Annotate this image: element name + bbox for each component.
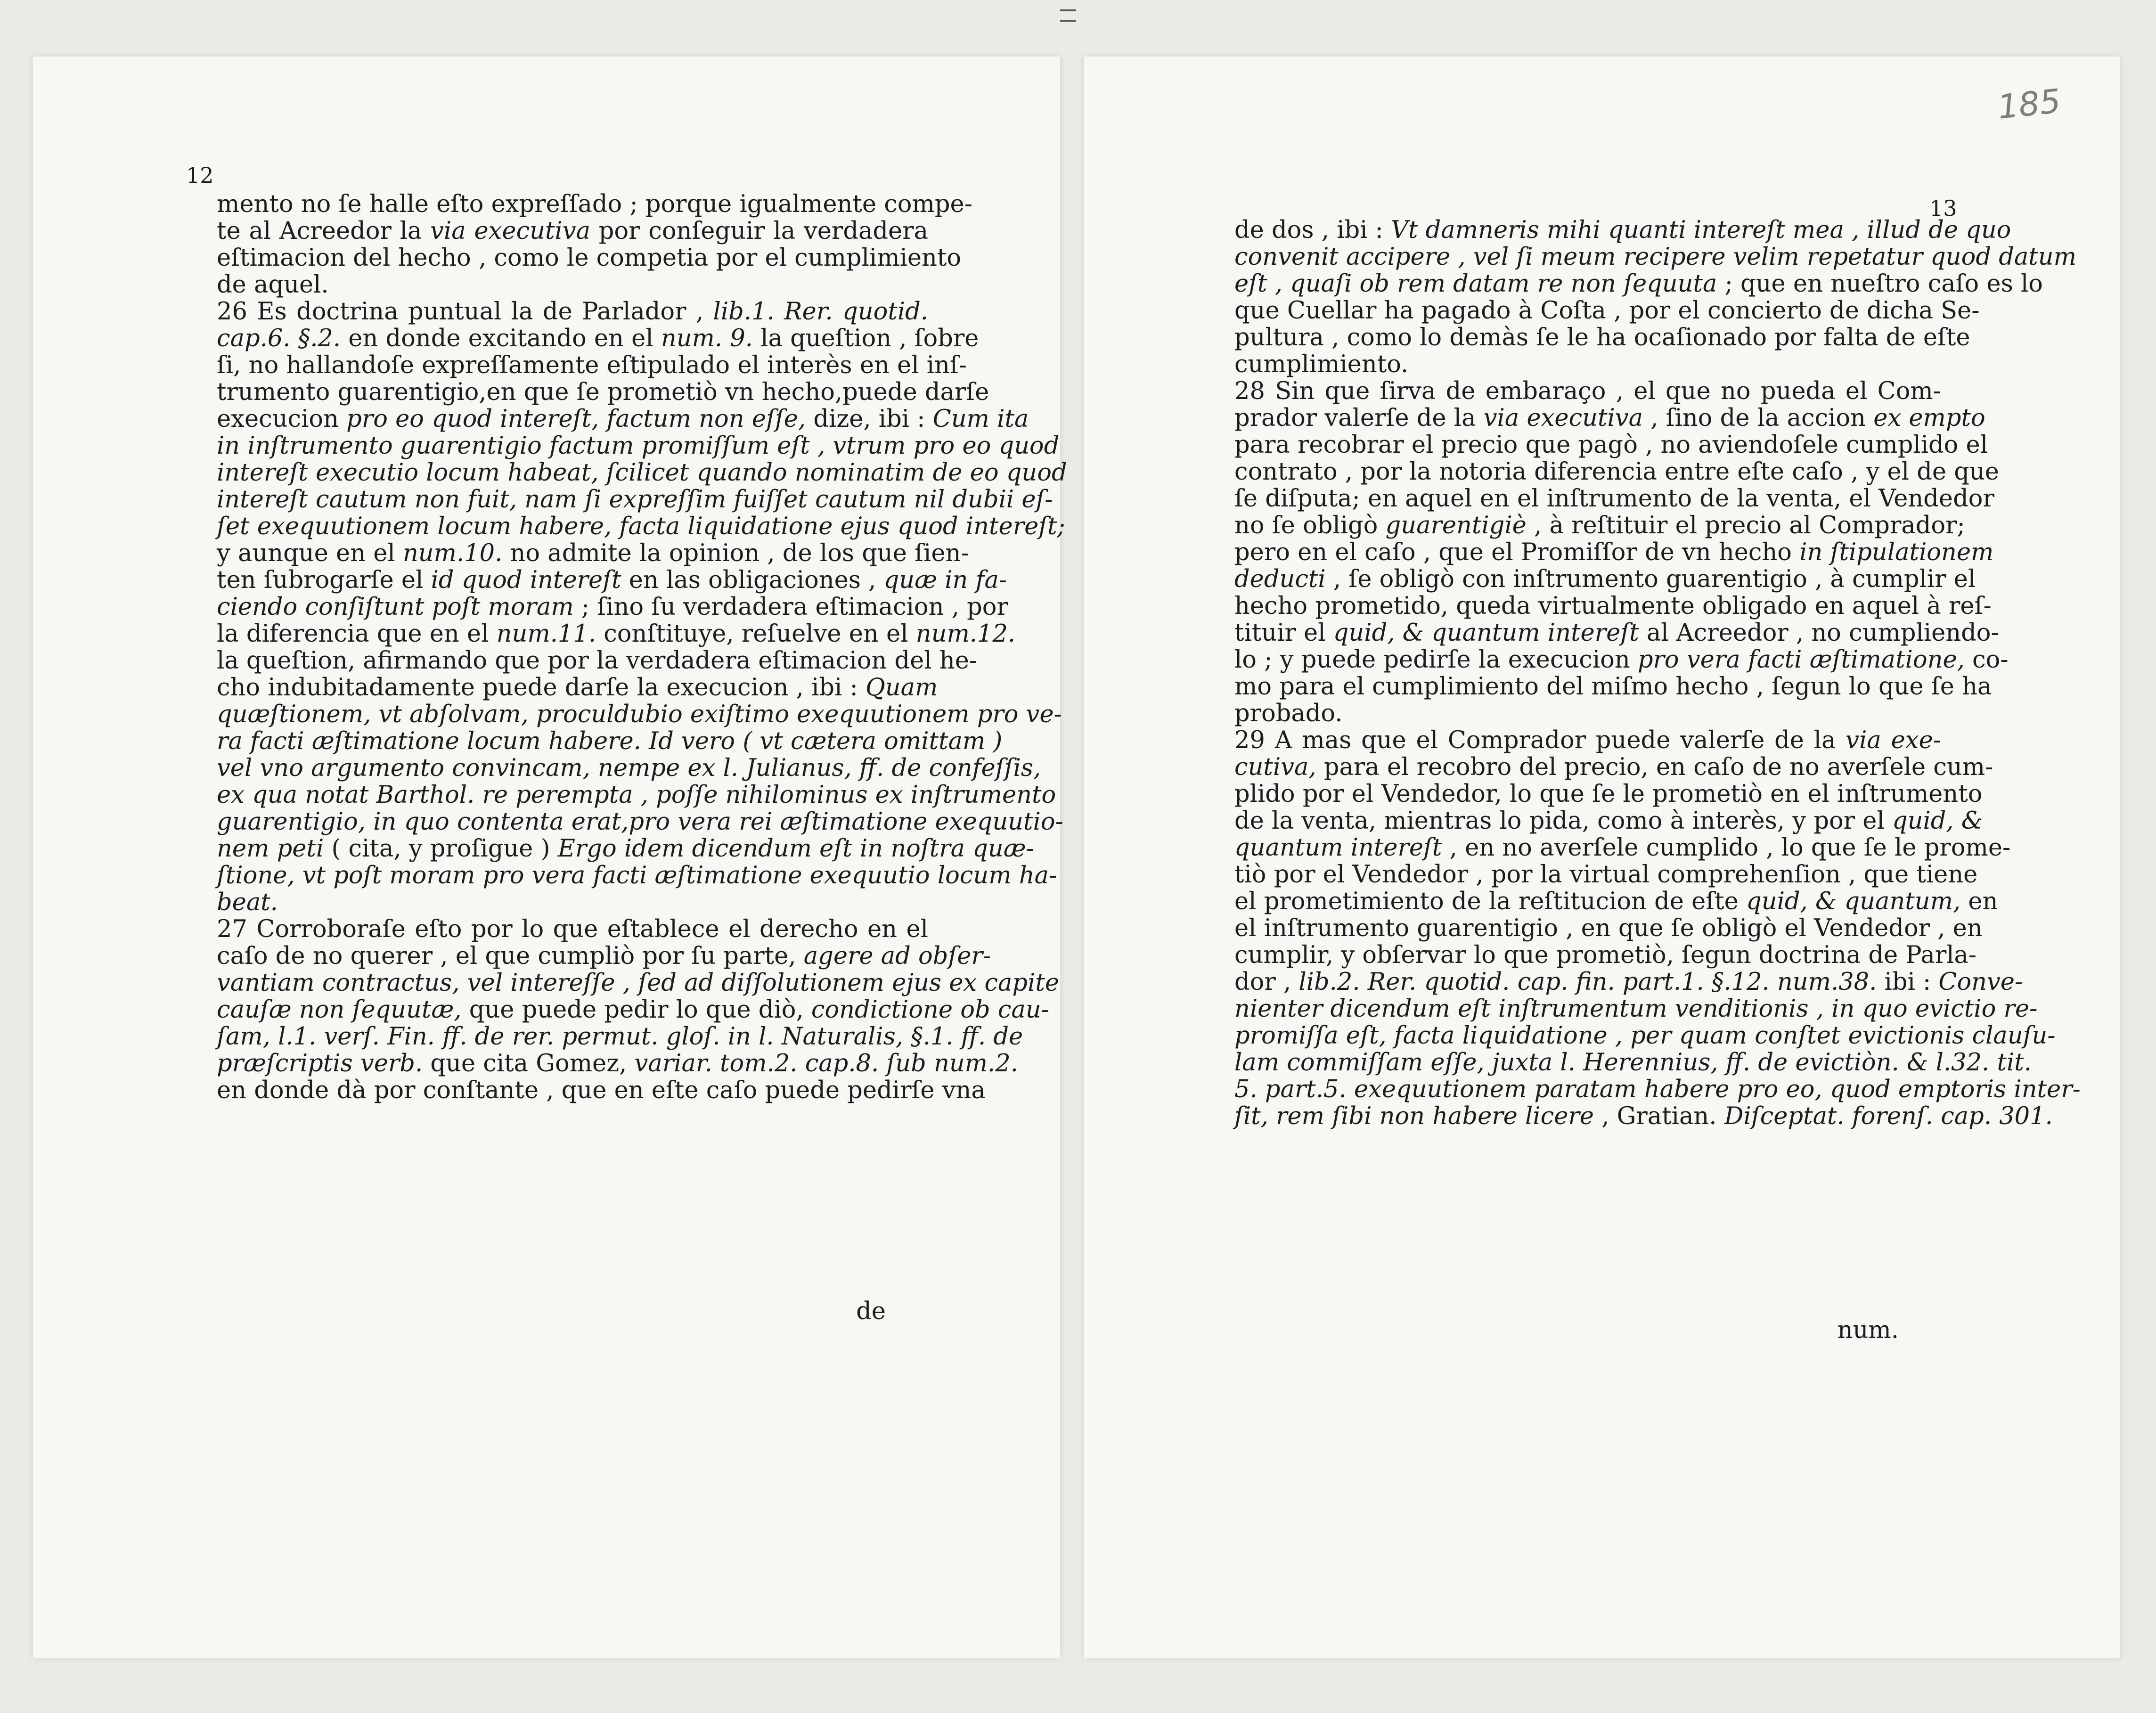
latin-italic-segment: beat. <box>217 889 278 916</box>
text-line <box>1234 216 2011 244</box>
latin-italic-segment: cutiva, <box>1234 753 1316 781</box>
text-segment: la queſtion, afirmando que por la verdadera eſtimacion del he- <box>217 647 978 675</box>
text-segment: que puede pedir lo que diò, <box>461 996 811 1024</box>
text-line <box>1234 1022 2056 1050</box>
text-segment: dize, ibi : <box>806 405 933 433</box>
text-segment: cho indubitadamente puede darſe la execucion , ibi : <box>217 674 866 702</box>
text-segment: , ſino de la accion <box>1643 404 1874 432</box>
text-segment: 26 Es doctrina puntual la de Parlador , <box>217 298 713 326</box>
text-line <box>1234 565 1976 593</box>
text-line <box>217 325 979 352</box>
latin-italic-segment: ex empto <box>1873 404 1985 432</box>
text-segment: , en no averſele cumplido , lo que ſe le prome- <box>1442 834 2011 862</box>
text-line <box>1234 646 2009 674</box>
handwritten-folio-number: 185 <box>1996 82 2063 127</box>
text-segment: co- <box>1964 646 2009 674</box>
text-line <box>217 1023 1023 1051</box>
text-line <box>1234 297 1980 325</box>
latin-italic-segment: deducti <box>1234 565 1326 593</box>
text-line <box>1234 512 1965 539</box>
text-segment: de dos , ibi : <box>1234 216 1391 244</box>
latin-italic-segment: nienter dicendum eſt inſtrumentum venditionis , in quo evictio re- <box>1234 995 2038 1023</box>
latin-italic-segment: Quam <box>865 674 938 702</box>
text-line <box>1234 324 1970 351</box>
text-line <box>217 808 1063 836</box>
text-line <box>217 996 1049 1024</box>
text-segment: no admite la opinion , de los que ſien- <box>502 539 969 567</box>
latin-italic-segment: intereſt executio locum habeat, ſcilicet quando nominatim de eo quod <box>217 459 1067 487</box>
latin-italic-segment: guarentigio, in quo contenta erat,pro vera rei æſtimatione exequutio- <box>217 808 1063 836</box>
text-segment: cumplimiento. <box>1234 351 1409 378</box>
text-segment: caſo de no querer , el que cumpliò por ſu parte, <box>217 942 804 970</box>
right-page-text <box>1234 216 2081 1130</box>
text-segment: mo para el cumplimiento del miſmo hecho , ſegun lo que ſe ha <box>1234 673 1992 701</box>
text-segment: en donde dà por conſtante , que en eſte caſo puede pedirſe vna <box>217 1077 986 1104</box>
text-segment: ſi, no hallandoſe expreſſamente eſtipulado el interès en el inſ- <box>217 351 967 379</box>
text-line <box>217 754 1041 782</box>
text-segment: ( cita, y proſigue ) <box>324 835 558 863</box>
text-segment: no ſe obligò <box>1234 512 1386 539</box>
text-segment: en las obligaciones , <box>621 566 884 594</box>
text-segment: por conſeguir la verdadera <box>590 217 928 245</box>
latin-italic-segment: ſam, l.1. verſ. Fin. ff. de rer. permut. gloſ. in l. Naturalis, §.1. ff. de <box>217 1023 1023 1051</box>
text-line <box>1234 673 1992 701</box>
text-line <box>1234 807 1983 835</box>
text-line <box>1234 1049 2032 1077</box>
text-segment: ibi : <box>1877 968 1939 996</box>
latin-italic-segment: ſit, rem ſibi non habere licere <box>1234 1102 1594 1130</box>
text-line <box>1234 861 1978 889</box>
latin-italic-segment: quid, & <box>1892 807 1983 835</box>
text-line <box>217 1077 986 1104</box>
text-segment: conſtituye, reſuelve en el <box>596 620 916 648</box>
text-line <box>1234 914 1983 942</box>
right-page-number: 13 <box>1929 196 1957 221</box>
latin-italic-segment: quantum intereſt <box>1234 834 1442 862</box>
latin-italic-segment: Cum ita <box>932 405 1029 433</box>
latin-italic-segment: quæſtionem, vt abſolvam, proculdubio exiſtimo exequutionem pro ve- <box>217 701 1062 728</box>
text-segment: trumento guarentigio,en que ſe prometiò vn hecho,puede darſe <box>217 378 989 406</box>
catchword: de <box>856 1297 886 1325</box>
latin-italic-segment: guarentigiè <box>1385 512 1527 539</box>
text-segment: 29 A mas que el Comprador puede valerſe de la <box>1234 726 1846 754</box>
text-line <box>217 432 1060 460</box>
text-line <box>1234 404 1985 432</box>
latin-italic-segment: num.11. <box>496 620 596 648</box>
latin-italic-segment: cauſæ non ſequutæ, <box>217 996 462 1024</box>
latin-italic-segment: in inſtrumento guarentigio factum promiſſum eſt , vtrum pro eo quod <box>217 432 1060 460</box>
text-segment: plido por el Vendedor, lo que ſe le prometiò en el inſtrumento <box>1234 780 1983 808</box>
text-line <box>217 351 967 379</box>
text-line <box>217 405 1029 433</box>
latin-italic-segment: cap.6. §.2. <box>217 325 341 352</box>
text-line <box>1234 780 1983 808</box>
text-line <box>1234 1076 2081 1103</box>
text-line <box>1234 1102 2053 1130</box>
latin-italic-segment: nem peti <box>217 835 324 863</box>
latin-italic-segment: ciendo conſiſtunt poſt moram <box>217 593 574 621</box>
text-segment: hecho prometido, queda virtualmente obligado en aquel à reſ- <box>1234 592 1992 620</box>
text-line <box>217 244 962 272</box>
text-segment: y aunque en el <box>217 539 403 567</box>
text-line <box>1234 458 1999 486</box>
latin-italic-segment: quid, & quantum intereſt <box>1333 619 1639 647</box>
latin-italic-segment: pro vera facti æſtimatione, <box>1637 646 1965 674</box>
text-segment: de la venta, mientras lo pida, como à interès, y por el <box>1234 807 1892 835</box>
text-line <box>217 862 1057 889</box>
latin-italic-segment: lib.2. Rer. quotid. cap. fin. part.1. §.12. num.38. <box>1298 968 1877 996</box>
text-line <box>1234 619 1999 647</box>
text-line <box>1234 727 1941 754</box>
latin-italic-segment: Ergo idem dicendum eſt in noſtra quæ- <box>557 835 1034 863</box>
text-line <box>217 835 1034 863</box>
text-segment: ; que en nueſtro caſo es lo <box>1717 270 2043 298</box>
text-segment: de aquel. <box>217 271 329 299</box>
latin-italic-segment: num.10. <box>402 539 503 567</box>
text-line <box>217 593 1008 621</box>
text-segment: ; ſino ſu verdadera eſtimacion , por <box>573 593 1008 621</box>
text-segment: para el recobro del precio, en caſo de no averſele cum- <box>1316 753 1993 781</box>
catchword: num. <box>1837 1316 1899 1344</box>
latin-italic-segment: quid, & quantum, <box>1746 888 1961 915</box>
text-line <box>217 459 1067 487</box>
latin-italic-segment: eſt , quaſi ob rem datam re non ſequuta <box>1234 270 1717 298</box>
text-segment: cumplir, y obſervar lo que prometiò, ſegun doctrina de Parla- <box>1234 941 1977 969</box>
text-line <box>1234 431 1988 459</box>
text-segment: , Gratian. <box>1593 1102 1724 1130</box>
latin-italic-segment: pro eo quod intereſt, factum non eſſe, <box>346 405 806 433</box>
text-line <box>217 271 928 298</box>
text-line <box>217 701 1062 728</box>
text-segment: tiò por el Vendedor , por la virtual comprehenſion , que tiene <box>1234 861 1978 889</box>
text-line <box>1234 592 1992 620</box>
latin-italic-segment: Conve- <box>1938 968 2023 996</box>
latin-italic-segment: ſet exequutionem locum habere, facta liquidatione ejus quod intereſt; <box>217 513 1065 540</box>
latin-italic-segment: variar. tom.2. cap.8. ſub num.2. <box>634 1050 1018 1077</box>
text-line <box>217 486 1053 514</box>
text-segment: la queſtion , ſobre <box>752 325 979 352</box>
text-segment: eſtimacion del hecho , como le competia por el cumplimiento <box>217 244 962 272</box>
text-segment: , ſe obligò con inſtrumento guarentigio , à cumplir el <box>1325 565 1976 593</box>
text-segment: dor , <box>1234 968 1299 996</box>
text-line <box>217 513 1065 540</box>
text-segment: , à reſtituir el precio al Comprador; <box>1526 512 1965 539</box>
text-line <box>217 969 1060 997</box>
text-segment: que cita Gomez, <box>423 1050 635 1077</box>
latin-italic-segment: agere ad obſer- <box>803 942 991 970</box>
text-line <box>1234 968 2023 996</box>
latin-italic-segment: ra facti æſtimatione locum habere. Id vero ( vt cætera omittam ) <box>217 727 1003 755</box>
text-segment: el prometimiento de la reſtitucion de eſte <box>1234 888 1747 915</box>
text-line <box>1234 995 2038 1023</box>
text-segment: lo ; y puede pedirſe la execucion <box>1234 646 1638 674</box>
text-segment: que Cuellar ha pagado à Coſta , por el concierto de dicha Se- <box>1234 297 1980 325</box>
text-line <box>217 942 991 970</box>
text-line <box>1234 753 1993 781</box>
text-line <box>1234 485 1994 513</box>
text-line <box>217 566 1007 594</box>
latin-italic-segment: lam commiſſam eſſe, juxta l. Herennius, ff. de evictiòn. & l.32. tit. <box>1234 1049 2032 1077</box>
latin-italic-segment: convenit accipere , vel ſi meum recipere velim repetatur quod datum <box>1234 243 2076 271</box>
text-segment: probado. <box>1234 700 1343 727</box>
latin-italic-segment: via executiva <box>1483 404 1643 432</box>
latin-italic-segment: vantiam contractus, vel intereſſe , ſed ad diſſolutionem ejus ex capite <box>217 969 1060 997</box>
text-segment: pero en el caſo , que el Promiſſor de vn hecho <box>1234 538 1800 566</box>
text-segment: ſe diſputa; en aquel en el inſtrumento de la venta, el Vendedor <box>1234 485 1994 513</box>
text-line <box>217 781 1056 809</box>
text-line <box>217 674 938 702</box>
text-line <box>217 378 989 406</box>
text-line <box>1234 351 1941 378</box>
text-segment: contrato , por la notoria diferencia entre eſte caſo , y el de que <box>1234 458 1999 486</box>
text-segment: execucion <box>217 405 347 433</box>
text-line <box>217 1050 1018 1077</box>
text-line <box>217 620 1016 648</box>
text-line <box>217 539 969 567</box>
text-segment: ten ſubrogarſe el <box>217 566 431 594</box>
text-segment: en <box>1960 888 1998 915</box>
text-segment: la diferencia que en el <box>217 620 497 648</box>
text-line <box>217 916 928 943</box>
text-segment: pultura , como lo demàs ſe le ha ocaſionado por falta de eſte <box>1234 324 1970 351</box>
text-segment: 27 Corroboraſe eſto por lo que eſtablece el derecho en el <box>217 915 928 943</box>
text-segment: en donde excitando en el <box>341 325 661 352</box>
latin-italic-segment: via executiva <box>430 217 590 245</box>
latin-italic-segment: 5. part.5. exequutionem paratam habere pro eo, quod emptoris inter- <box>1234 1076 2081 1103</box>
text-line <box>1234 243 2076 271</box>
text-line <box>1234 941 1977 969</box>
text-line <box>1234 700 1941 727</box>
latin-italic-segment: id quod intereſt <box>431 566 621 594</box>
text-segment: para recobrar el precio que pagò , no aviendoſele cumplido el <box>1234 431 1988 459</box>
latin-italic-segment: vel vno argumento convincam, nempe ex l. Julianus, ff. de confeſſis, <box>217 754 1041 782</box>
latin-italic-segment: num. 9. <box>661 325 753 352</box>
text-line <box>217 298 928 325</box>
right-catchword-block <box>1234 1317 1899 1344</box>
text-segment: el inſtrumento guarentigio , en que ſe obligò el Vendedor , en <box>1234 914 1983 942</box>
latin-italic-segment: promiſſa eſt, facta liquidatione , per quam conſtet evictionis clauſu- <box>1234 1022 2056 1050</box>
text-line <box>1234 834 2011 862</box>
left-page-number: 12 <box>186 163 214 188</box>
text-segment: al Acreedor , no cumpliendo- <box>1639 619 1999 647</box>
latin-italic-segment: num.12. <box>915 620 1016 648</box>
latin-italic-segment: ex qua notat Barthol. re perempta , poſſe nihilominus ex inſtrumento <box>217 781 1056 809</box>
latin-italic-segment: in ſtipulationem <box>1799 538 1994 566</box>
latin-italic-segment: lib.1. Rer. quotid. <box>713 298 928 326</box>
latin-italic-segment: intereſt cautum non fuit, nam ſi expreſſim fuiſſet cautum nil dubii eſ- <box>217 486 1053 514</box>
text-line <box>217 218 928 245</box>
left-catchword-block <box>217 1298 886 1325</box>
text-line <box>1234 538 1994 566</box>
text-segment: tituir el <box>1234 619 1333 647</box>
latin-italic-segment: ſtione, vt poſt moram pro vera facti æſtimatione exequutio locum ha- <box>217 862 1057 889</box>
text-line <box>217 190 972 218</box>
text-line <box>217 889 928 916</box>
text-segment: 28 Sin que ſirva de embaraço , el que no pueda el Com- <box>1234 377 1941 405</box>
left-page-text <box>217 190 1067 1104</box>
text-line <box>1234 378 1941 405</box>
latin-italic-segment: condictione ob cau- <box>811 996 1049 1024</box>
latin-italic-segment: via exe- <box>1846 726 1941 754</box>
text-line <box>1234 270 2043 298</box>
text-segment: mento no ſe halle eſto expreſſado ; porque igualmente compe- <box>217 190 972 218</box>
text-line <box>217 647 978 675</box>
latin-italic-segment: Vt damneris mihi quanti intereſt mea , illud de quo <box>1391 216 2011 244</box>
gutter-mark <box>1060 9 1076 26</box>
text-segment: te al Acreedor la <box>217 217 431 245</box>
text-line <box>1234 888 1998 915</box>
latin-italic-segment: præſcriptis verb. <box>217 1050 423 1077</box>
latin-italic-segment: quæ in fa- <box>883 566 1007 594</box>
text-line <box>217 727 1003 755</box>
latin-italic-segment: Diſceptat. forenſ. cap. 301. <box>1724 1102 2053 1130</box>
text-segment: prador valerſe de la <box>1234 404 1484 432</box>
